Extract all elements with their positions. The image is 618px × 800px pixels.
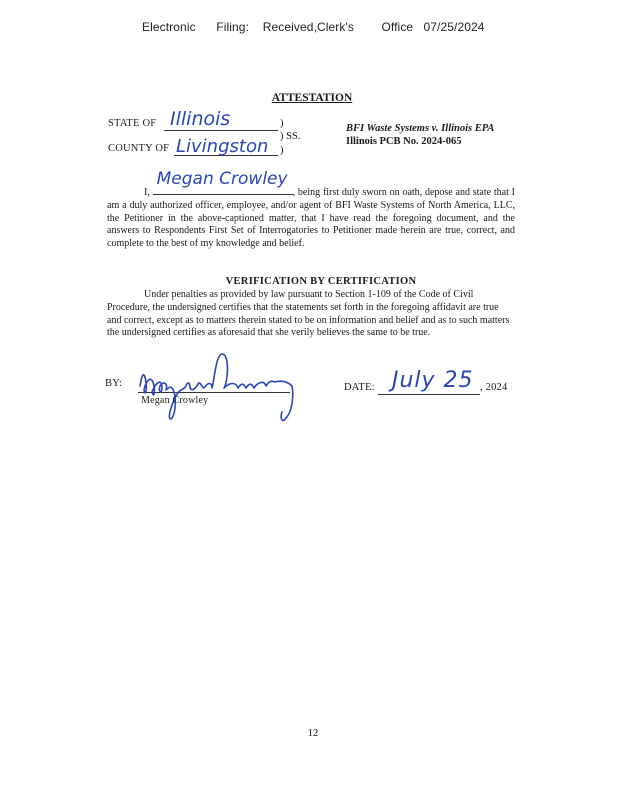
date-line [378,394,480,395]
case-caption: BFI Waste Systems v. Illinois EPA [346,123,495,134]
paren-1: ) [280,118,284,129]
attestation-title: ATTESTATION [271,92,353,104]
state-label: STATE OF [108,118,157,129]
verification-text: Under penalties as provided by law pursuant to Section 1-109 of the Code of Civil Procedure, the undersigned certifies that the statements set forth in the foregoing affidavit are true and correct, except as to matters therein stated to be on information and belief and as to such matters the undersigned certifies as aforesaid that she verily believes the same to be true. [107,289,510,339]
date-value: July 25 [392,368,474,393]
year-text: , 2024 [480,382,508,393]
date-label: DATE: [344,382,375,393]
signature-icon [132,352,302,426]
affiant-text: , being first duly sworn on oath, depose and state that I am a duly authorized officer, employee, and/or agent of BFI Waste Systems of North America, LLC, the Petitioner in the above-captioned matter, that I have read the foregoing document, and the answers to Respondents First Set of Interrogatories to Petitioner made herein are true, correct, and complete to the best of my knowledge and belief. [107,187,515,250]
county-value: Livingston [176,136,269,157]
affiant-name: Megan Crowley [156,169,288,189]
case-number: Illinois PCB No. 2024-065 [346,136,462,147]
ss-label: ) SS. [280,131,301,142]
affiant-name-line [153,169,293,195]
verification-title: VERIFICATION BY CERTIFICATION [225,276,417,287]
attestation-paragraph [107,169,515,251]
filing-stamp: Electronic Filing: Received,Clerk's Office 07/25/2024 [142,20,485,34]
case-caption-block [346,122,494,148]
state-line [164,130,278,131]
signer-name: Megan Crowley [141,395,209,406]
paren-2: ) [280,145,284,156]
verification-paragraph [107,289,515,340]
state-value: Illinois [170,108,231,130]
by-label: BY: [105,378,123,389]
county-label: COUNTY OF [108,143,170,154]
page-number: 12 [307,728,319,739]
affiant-prefix: I, [144,187,150,198]
